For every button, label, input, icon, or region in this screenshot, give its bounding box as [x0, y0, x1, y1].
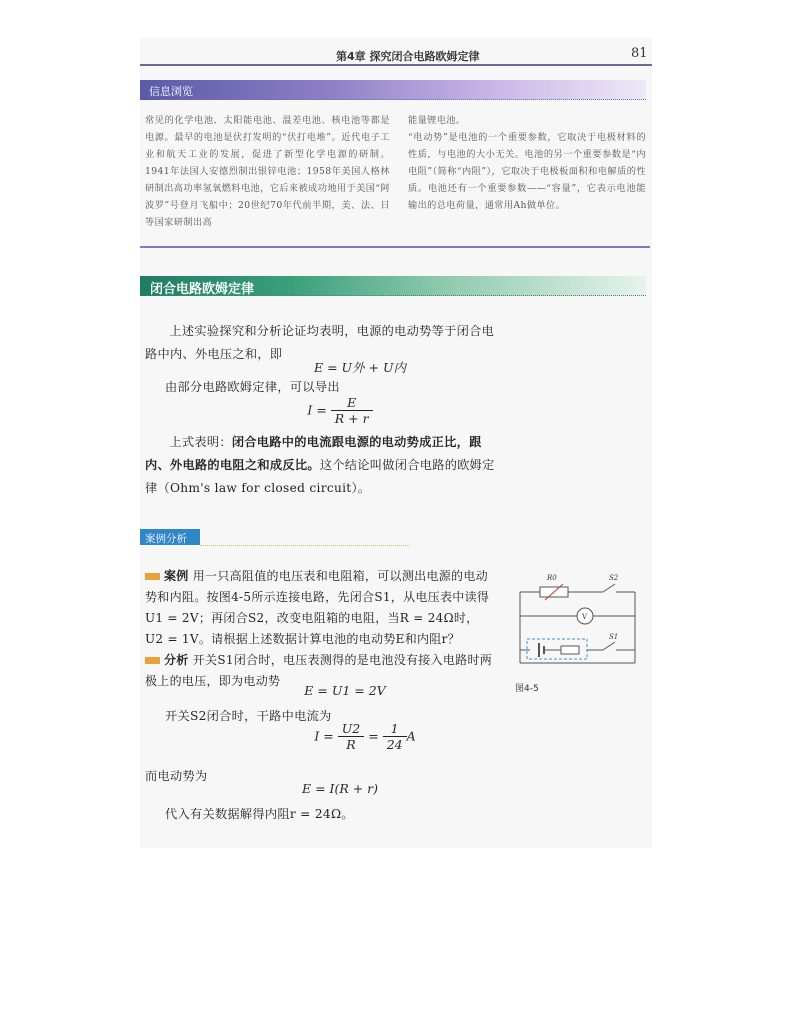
case-marker-icon	[145, 573, 160, 580]
eq4-lhs: I =	[314, 728, 334, 744]
eq2-fraction	[331, 396, 373, 426]
eq4-numerator-1: U2	[338, 722, 365, 737]
s2-line: 开关S2闭合时，干路中电流为	[165, 709, 332, 723]
eq4-fraction-1	[338, 722, 365, 752]
chapter-title: 第4章 探究闭合电路欧姆定律	[336, 50, 480, 63]
equation-emf-sum: E = U外 + U内	[313, 360, 407, 375]
info-left-column: 常见的化学电池、太阳能电池、温差电池、核电池等都是电源。最早的电池是伏打发明的“伏打电堆”。近代电子工业和航天工业的发展，促进了新型化学电源的研制。1941年法国人安德烈制出银锌电池；1958年美国人格林研制出高功率氢氧燃料电池，它后来被成功地用于美国“阿波罗”号登月飞船中；20世纪70年代前半期，美、法、日等国家研制出高	[145, 115, 390, 228]
label-s2: S2	[609, 574, 619, 582]
switch-s2-blade	[603, 584, 615, 592]
equation-emf-ir: E = I(R + r)	[301, 781, 379, 796]
case-divider	[200, 545, 410, 546]
final-line: 代入有关数据解得内阻r = 24Ω。	[165, 807, 354, 821]
section-divider	[146, 295, 646, 296]
emf-line: 而电动势为	[145, 769, 208, 783]
law-statement: 闭合电路中的电流跟电源的电动势成正比，跟内、外电路的电阻之和成反比。	[145, 435, 482, 472]
analysis-marker-icon	[145, 657, 160, 664]
eq2-denominator: R + r	[334, 411, 369, 426]
section-banner	[140, 276, 646, 296]
label-r0: R0	[547, 574, 557, 582]
internal-resistor	[561, 646, 579, 654]
eq2-lhs: I =	[307, 402, 327, 418]
section-rule	[140, 246, 650, 248]
info-title: 信息浏览	[149, 85, 193, 98]
section-paragraph-2	[145, 431, 495, 500]
info-right-column: 能量锂电池。 “电动势”是电池的一个重要参数，它取决于电极材料的性质，与电池的大小无关。电池的另一个重要参数是“内电阻”（简称“内阻”），它取决于电极板面积和电解质的性质。电池还有一个重要参数——“容量”，它表示电池能输出的总电荷量，通常用Ah做单位。	[408, 115, 646, 211]
eq4-equals: =	[368, 728, 379, 744]
case-text: 用一只高阻值的电压表和电阻箱，可以测出电源的电动势和内阻。按图4-5所示连接电路，先闭合S1，从电压表中读得U1 = 2V；再闭合S2，改变电阻箱的电阻，当R = 24Ω时，U2 = 1V。请根据上述数据计算电池的电动势E和内阻r？	[145, 569, 490, 646]
page-header	[140, 44, 652, 66]
eq4-fraction-2	[383, 722, 407, 752]
label-voltmeter: V	[582, 613, 588, 621]
equation-current	[275, 722, 455, 752]
eq4-numerator-2: 1	[383, 722, 407, 737]
equation-emf-u1: E = U1 = 2V	[304, 683, 386, 698]
analysis-text: 开关S1闭合时，电压表测得的是电池没有接入电路时两极上的电压，即为电动势	[145, 653, 493, 688]
case-block	[145, 566, 495, 692]
case-label: 案例	[164, 569, 189, 583]
derive-line: 由部分电路欧姆定律，可以导出	[165, 380, 340, 394]
eq4-unit: A	[406, 728, 416, 744]
page-number: 81	[631, 46, 648, 61]
equation-ohm-closed	[290, 396, 390, 426]
label-s1: S1	[609, 633, 619, 641]
eq4-denominator-2: 24	[386, 737, 403, 752]
eq2-numerator: E	[331, 396, 373, 411]
section-title: 闭合电路欧姆定律	[150, 282, 255, 297]
header-rule	[140, 64, 652, 66]
circuit-diagram	[515, 570, 640, 675]
eq4-denominator-1: R	[346, 737, 356, 752]
section-paragraph-1: 上述实验探究和分析论证均表明，电源的电动势等于闭合电路中内、外电压之和，即	[145, 324, 495, 361]
para2-start: 上式表明：	[169, 435, 232, 449]
switch-s1-blade	[603, 642, 615, 650]
case-analysis-tag	[140, 529, 200, 545]
case-analysis-title: 案例分析	[145, 533, 187, 545]
info-divider	[160, 99, 646, 100]
case-paragraph	[145, 566, 495, 650]
info-banner	[140, 80, 646, 100]
figure-caption: 图4-5	[515, 684, 539, 694]
analysis-label: 分析	[164, 653, 189, 667]
para2-end: 这个结论叫做闭合电路的欧姆定律（Ohm's law for closed circuit）。	[145, 458, 495, 495]
